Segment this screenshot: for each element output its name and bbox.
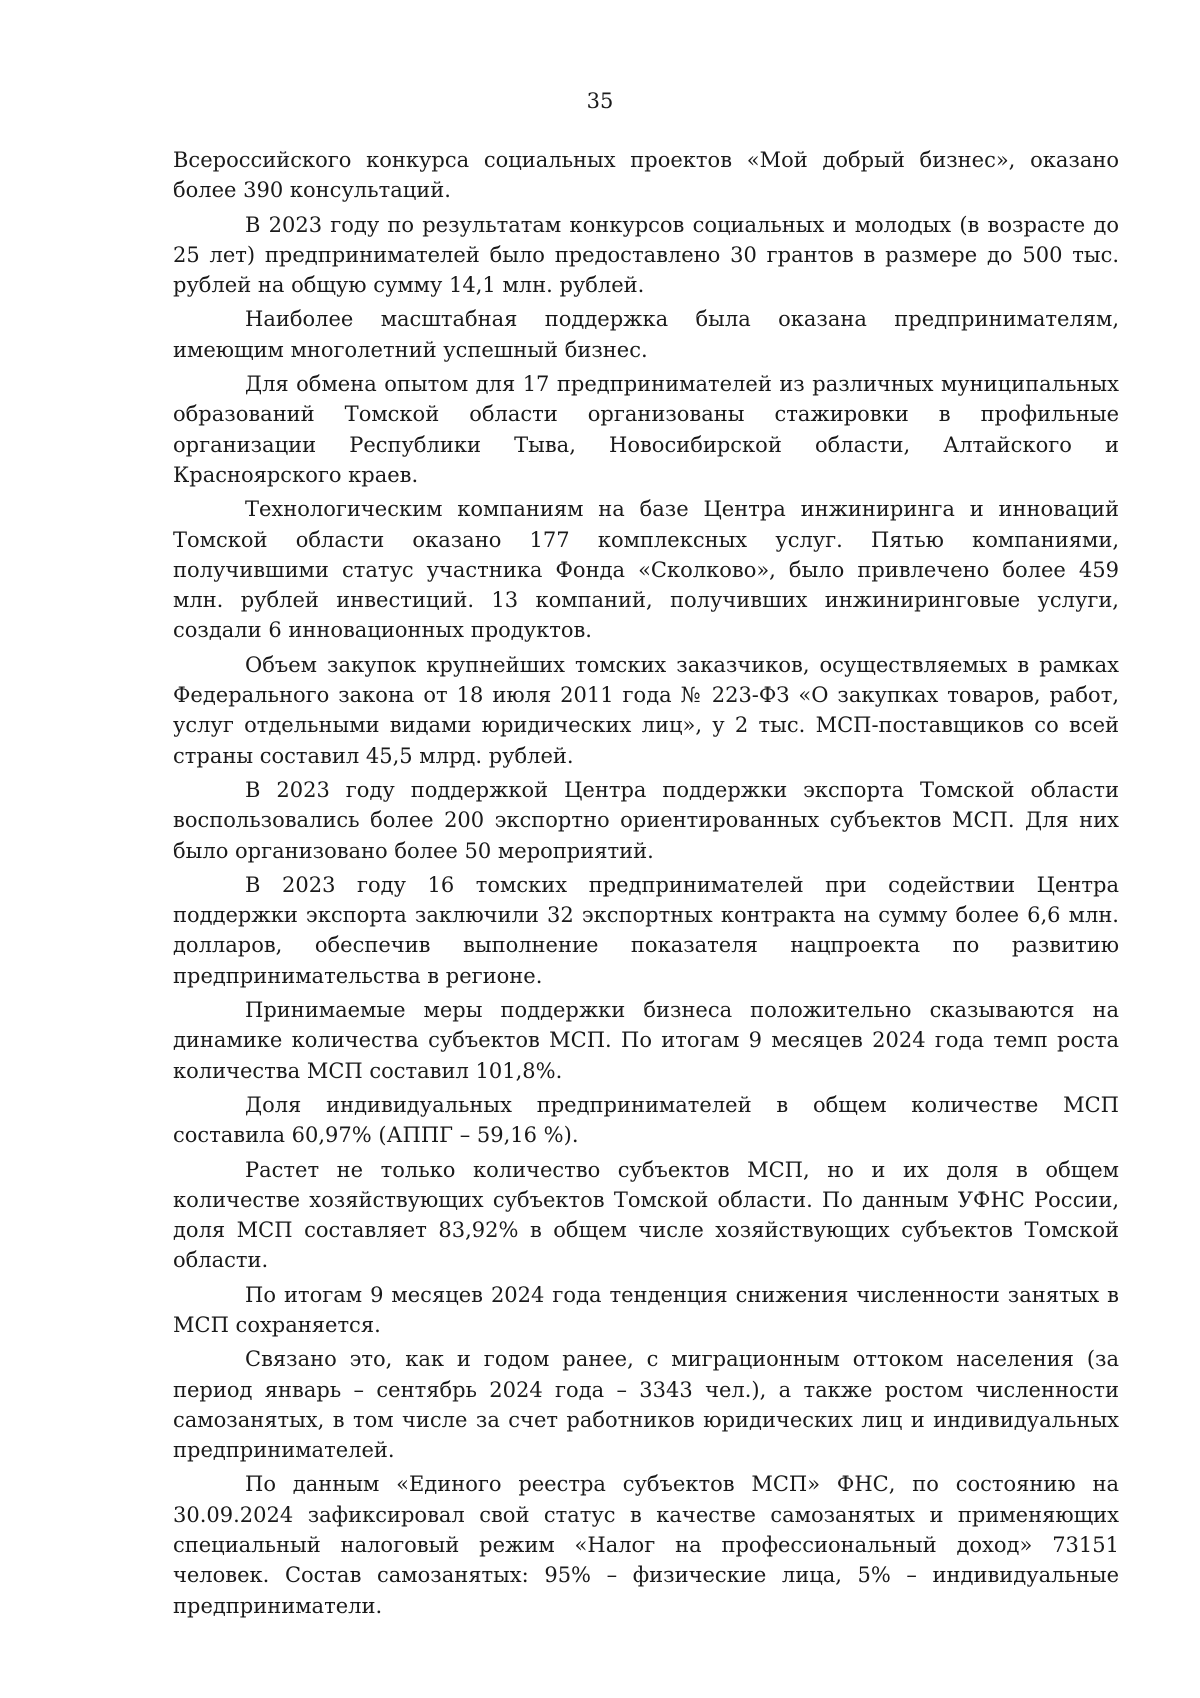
- paragraph-employment-trend: По итогам 9 месяцев 2024 года тенденция снижения численности занятых в МСП сохраняется.: [173, 1282, 1119, 1337]
- paragraph-grants: В 2023 году по результатам конкурсов социальных и молодых (в возрасте до 25 лет) предпринимателей было предоставлено 30 грантов в размере до 500 тыс. рублей на общую сумму 14,1 млн. рублей.: [173, 212, 1119, 298]
- paragraph-export-center: В 2023 году поддержкой Центра поддержки экспорта Томской области воспользовались более 200 экспортно ориентированных субъектов МСП. Для них было организовано более 50 мероприятий.: [173, 777, 1119, 863]
- paragraph-sme-share: Растет не только количество субъектов МСП, но и их доля в общем количестве хозяйствующих субъектов Томской области. По данным УФНС России, доля МСП составляет 83,92% в общем числе хозяйствующих субъектов Томской области.: [173, 1157, 1119, 1273]
- paragraph-export-contracts: В 2023 году 16 томских предпринимателей при содействии Центра поддержки экспорта заключили 32 экспортных контракта на сумму более 6,6 млн. долларов, обеспечив выполнение показателя нацпроекта по развитию предпринимательства в регионе.: [173, 872, 1119, 988]
- paragraph-sme-growth: Принимаемые меры поддержки бизнеса положительно сказываются на динамике количества субъектов МСП. По итогам 9 месяцев 2024 года темп роста количества МСП составил 101,8%.: [173, 998, 1119, 1083]
- document-body: [173, 145, 1119, 1625]
- paragraph-tech-companies: Технологическим компаниям на базе Центра инжиниринга и инноваций Томской области оказано 177 комплексных услуг. Пятью компаниями, получившими статус участника Фонда «Сколково», было привлечено более 459 млн. рублей инвестиций. 13 компаний, получивших инжиниринговые услуги, создали 6 инновационных продуктов.: [173, 497, 1119, 643]
- paragraph-procurement: Объем закупок крупнейших томских заказчиков, осуществляемых в рамках Федерального закона от 18 июля 2011 года № 223-ФЗ «О закупках товаров, работ, услуг отдельными видами юридических лиц», у 2 тыс. МСП-поставщиков со всей страны составил 45,5 млрд. рублей.: [173, 652, 1119, 768]
- paragraph-self-employed: По данным «Единого реестра субъектов МСП» ФНС, по состоянию на 30.09.2024 зафиксировал свой статус в качестве самозанятых и применяющих специальный налоговый режим «Налог на профессиональный доход» 73151 человек. Состав самозанятых: 95% – физические лица, 5% – индивидуальные предприниматели.: [173, 1472, 1119, 1618]
- paragraph-internships: Для обмена опытом для 17 предпринимателей из различных муниципальных образований Томской области организованы стажировки в профильные организации Республики Тыва, Новосибирской области, Алтайского и Красноярского краев.: [173, 372, 1119, 487]
- paragraph-migration: Связано это, как и годом ранее, с миграционным оттоком населения (за период январь – сентябрь 2024 года – 3343 чел.), а также ростом численности самозанятых, в том числе за счет работников юридических лиц и индивидуальных предпринимателей.: [173, 1347, 1119, 1463]
- paragraph-continuation: Всероссийского конкурса социальных проектов «Мой добрый бизнес», оказано более 390 консультаций.: [173, 148, 1119, 203]
- page-number: 35: [586, 89, 614, 113]
- paragraph-large-support: Наиболее масштабная поддержка была оказана предпринимателям, имеющим многолетний успешный бизнес.: [173, 307, 1119, 362]
- paragraph-entrepreneur-share: Доля индивидуальных предпринимателей в общем количестве МСП составила 60,97% (АППГ – 59,16 %).: [173, 1092, 1119, 1148]
